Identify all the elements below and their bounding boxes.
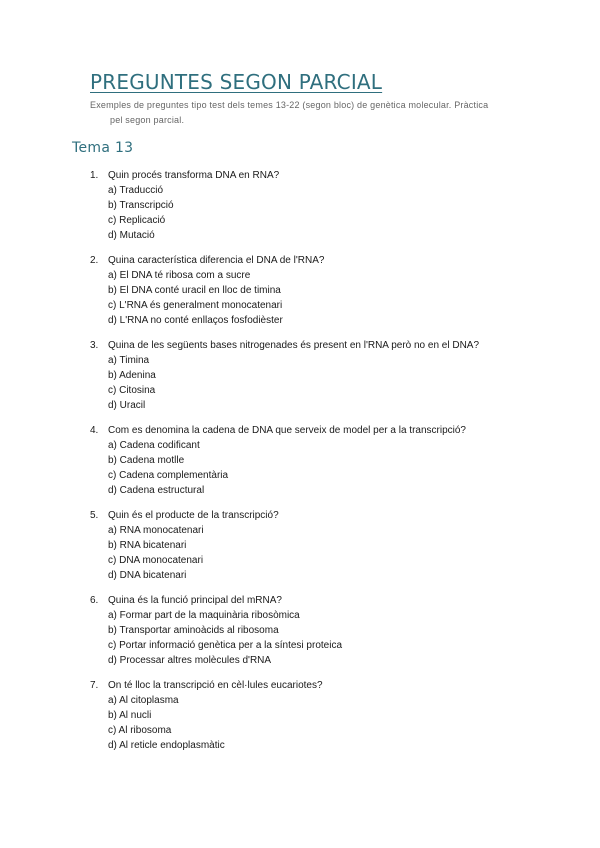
answer-option: a) El DNA té ribosa com a sucre <box>108 270 251 281</box>
question-line <box>0 508 600 523</box>
answer-option: a) RNA monocatenari <box>108 525 204 536</box>
answer-option: b) RNA bicatenari <box>108 540 187 551</box>
answer-option: c) Portar informació genètica per a la síntesi proteica <box>108 640 342 651</box>
answer-option: a) Al citoplasma <box>108 695 179 706</box>
question-line <box>0 678 600 693</box>
answer-option: b) El DNA conté uracil en lloc de timina <box>108 285 281 296</box>
answer-option: c) DNA monocatenari <box>108 555 204 566</box>
page-subtitle <box>90 98 530 128</box>
question-text: Quina característica diferencia el DNA de l'RNA? <box>108 255 325 266</box>
question-number: 6. <box>90 595 99 606</box>
answer-option: d) DNA bicatenari <box>108 570 187 581</box>
answer-option: b) Cadena motlle <box>108 455 185 466</box>
subtitle-line-1: Exemples de preguntes tipo test dels temes 13-22 (segon bloc) de genètica molecular. Pràctica <box>90 100 489 110</box>
question-item <box>0 508 600 583</box>
answer-option: d) Cadena estructural <box>108 485 205 496</box>
page-title: PREGUNTES SEGON PARCIAL <box>90 70 383 94</box>
answer-options <box>0 353 600 413</box>
answer-option: d) Al reticle endoplasmàtic <box>108 740 225 751</box>
question-line <box>0 593 600 608</box>
question-line <box>0 423 600 438</box>
question-text: Quina és la funció principal del mRNA? <box>108 595 282 606</box>
question-item <box>0 593 600 668</box>
question-number: 7. <box>90 680 99 691</box>
question-number: 5. <box>90 510 99 521</box>
answer-option: c) L'RNA és generalment monocatenari <box>108 300 283 311</box>
question-number: 4. <box>90 425 99 436</box>
answer-option: b) Transcripció <box>108 200 174 211</box>
answer-option: a) Cadena codificant <box>108 440 200 451</box>
answer-options <box>0 523 600 583</box>
answer-option: a) Traducció <box>108 185 164 196</box>
answer-option: d) Mutació <box>108 230 155 241</box>
answer-option: c) Al ribosoma <box>108 725 172 736</box>
section-heading: Tema 13 <box>72 140 134 156</box>
question-text: Com es denomina la cadena de DNA que serveix de model per a la transcripció? <box>108 425 466 436</box>
answer-options <box>0 693 600 753</box>
answer-option: b) Al nucli <box>108 710 152 721</box>
answer-option: a) Formar part de la maquinària ribosòmica <box>108 610 300 621</box>
question-item <box>0 168 600 243</box>
answer-options <box>0 438 600 498</box>
question-item <box>0 423 600 498</box>
question-text: On té lloc la transcripció en cèl·lules eucariotes? <box>108 680 323 691</box>
answer-option: b) Adenina <box>108 370 156 381</box>
answer-option: d) Uracil <box>108 400 146 411</box>
question-item <box>0 253 600 328</box>
answer-options <box>0 268 600 328</box>
answer-option: c) Replicació <box>108 215 166 226</box>
question-line <box>0 253 600 268</box>
question-number: 3. <box>90 340 99 351</box>
question-text: Quin és el producte de la transcripció? <box>108 510 279 521</box>
question-text: Quin procés transforma DNA en RNA? <box>108 170 280 181</box>
answer-options <box>0 183 600 243</box>
answer-option: b) Transportar aminoàcids al ribosoma <box>108 625 279 636</box>
question-item <box>0 678 600 753</box>
answer-option: d) L'RNA no conté enllaços fosfodièster <box>108 315 283 326</box>
answer-option: d) Processar altres molècules d'RNA <box>108 655 272 666</box>
question-line <box>0 338 600 353</box>
answer-option: a) Timina <box>108 355 150 366</box>
question-line <box>0 168 600 183</box>
answer-option: c) Cadena complementària <box>108 470 229 481</box>
answer-options <box>0 608 600 668</box>
question-item <box>0 338 600 413</box>
question-list <box>0 168 600 763</box>
question-text: Quina de les següents bases nitrogenades és present en l'RNA però no en el DNA? <box>108 340 480 351</box>
subtitle-line-2: pel segon parcial. <box>110 115 185 125</box>
answer-option: c) Citosina <box>108 385 156 396</box>
question-number: 2. <box>90 255 99 266</box>
question-number: 1. <box>90 170 99 181</box>
